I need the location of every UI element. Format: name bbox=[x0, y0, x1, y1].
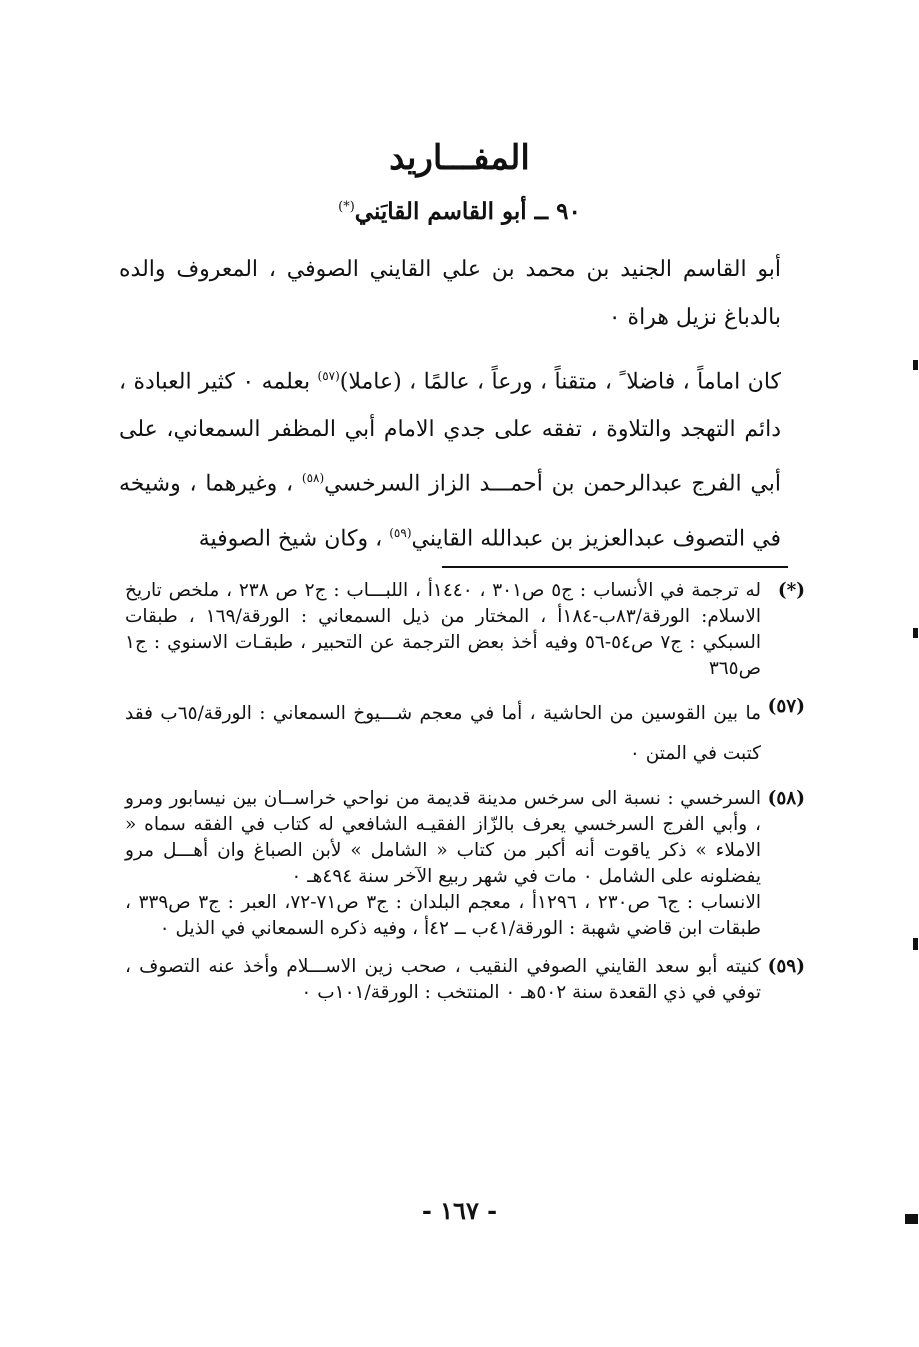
footnote-ref-57: (٥٧) bbox=[317, 369, 340, 383]
biography-text bbox=[119, 246, 799, 563]
scan-edge-mark bbox=[913, 628, 918, 638]
paragraph-2-part-4: ، وكان شيخ الصوفية bbox=[198, 525, 390, 551]
footnote-text: السرخسي : نسبة الى سرخس مدينة قديمة من نواحي خراســان بين نيسابور ومرو ، وأبي الفرج السرخسي يعرف بالزّاز الفقيـه الشافعي له كتاب في الفقه سماه « الاملاء » ذكر ياقوت أنه أكبر من كتاب « الشامل » لأبن الصباغ وان أهـــل مرو يفضلونه على الشامل ٠ مات في شهر ربيع الآخر سنة ٤٩٤هـ ٠ bbox=[125, 788, 761, 887]
page-number: - ١٦٧ - bbox=[421, 1196, 498, 1225]
paragraph-2-part-2: بعلمه ٠ كثير العبادة ، دائم التهجد والتلاوة ، تفقه على جدي الامام أبي المظفر السمعاني، على أبي الفرج عبدالرحمن بن أحمـــد الزاز السرخسي bbox=[119, 369, 781, 497]
scan-edge-mark bbox=[905, 1214, 918, 1224]
footnote-marker: (٥٩) bbox=[767, 956, 805, 977]
footnote-ref-59: (٥٩) bbox=[389, 525, 412, 540]
footnote-marker: (٥٧) bbox=[767, 696, 805, 717]
footnote-text: ما بين القوسين من الحاشية ، أما في معجم شـــيوخ السمعاني : الورقة/٦٥ب فقد كتبت في المتن ٠ bbox=[125, 703, 761, 764]
footnote-marker: (*) bbox=[777, 580, 805, 601]
scan-edge-mark bbox=[913, 938, 918, 950]
footnote-57 bbox=[125, 694, 805, 774]
entry-title-text: ٩٠ ــ أبو القاسم القايَني bbox=[354, 198, 581, 225]
footnote-marker: (٥٨) bbox=[767, 788, 805, 809]
footnotes bbox=[125, 578, 805, 1018]
footnote-text: له ترجمة في الأنساب : ج٥ ص٣٠١ ، ١٤٤٠أ ، اللبـــاب : ج٢ ص ٢٣٨ ، ملخص تاريخ الاسلام: الورقة/٨٣ب-١٨٤أ ، المختار من ذيل السمعاني : الورقة/١٦٩ ، طبقات السبكي : ج٧ ص٥٤-٥٦ وفيه أخذ بعض الترجمة عن التحبير ، طبقـات الاسنوي : ج١ ص٣٦٥ bbox=[125, 580, 762, 679]
entry-title-note: (*) bbox=[338, 199, 355, 215]
section-title: المفـــاريد bbox=[389, 138, 530, 178]
paragraph-2 bbox=[119, 352, 799, 563]
paragraph-2-part-3: ، وغيرهما ، وشيخه في التصوف عبدالعزيز بن عبدالله القايني bbox=[119, 471, 781, 551]
entry-title bbox=[0, 198, 919, 225]
footnote-59 bbox=[125, 954, 805, 1006]
footnote-sources: الانساب : ج٦ ص٢٣٠ ، ١٢٩٦أ ، معجم البلدان : ج٣ ص٧١-٧٢، العبر : ج٣ ص٣٣٩ ، طبقات ابن قاضي شهبة : الورقة/٤١ب ــ ٤٢أ ، وفيه ذكره السمعاني في الذيل ٠ bbox=[125, 892, 762, 939]
scan-edge-mark bbox=[913, 360, 918, 370]
footnote-58 bbox=[125, 786, 805, 942]
footnote-separator bbox=[442, 566, 788, 568]
paragraph-2-part-1: كان اماماً ، فاضلا ً ، متقناً ، ورعاً ، عالمًا ، (عاملا) bbox=[339, 369, 781, 395]
footnote-ref-58: (٥٨) bbox=[301, 471, 325, 486]
footnote-star bbox=[125, 578, 805, 682]
paragraph-1: أبو القاسم الجنيد بن محمد بن علي القايني الصوفي ، المعروف والده بالدباغ نزيل هراة ٠ bbox=[119, 257, 781, 330]
footnote-text: كنيته أبو سعد القايني الصوفي النقيب ، صحب زين الاســـلام وأخذ عنه التصوف ، توفي في ذي القعدة سنة ٥٠٢هـ ٠ المنتخب : الورقة/١٠١ب ٠ bbox=[125, 956, 761, 1003]
